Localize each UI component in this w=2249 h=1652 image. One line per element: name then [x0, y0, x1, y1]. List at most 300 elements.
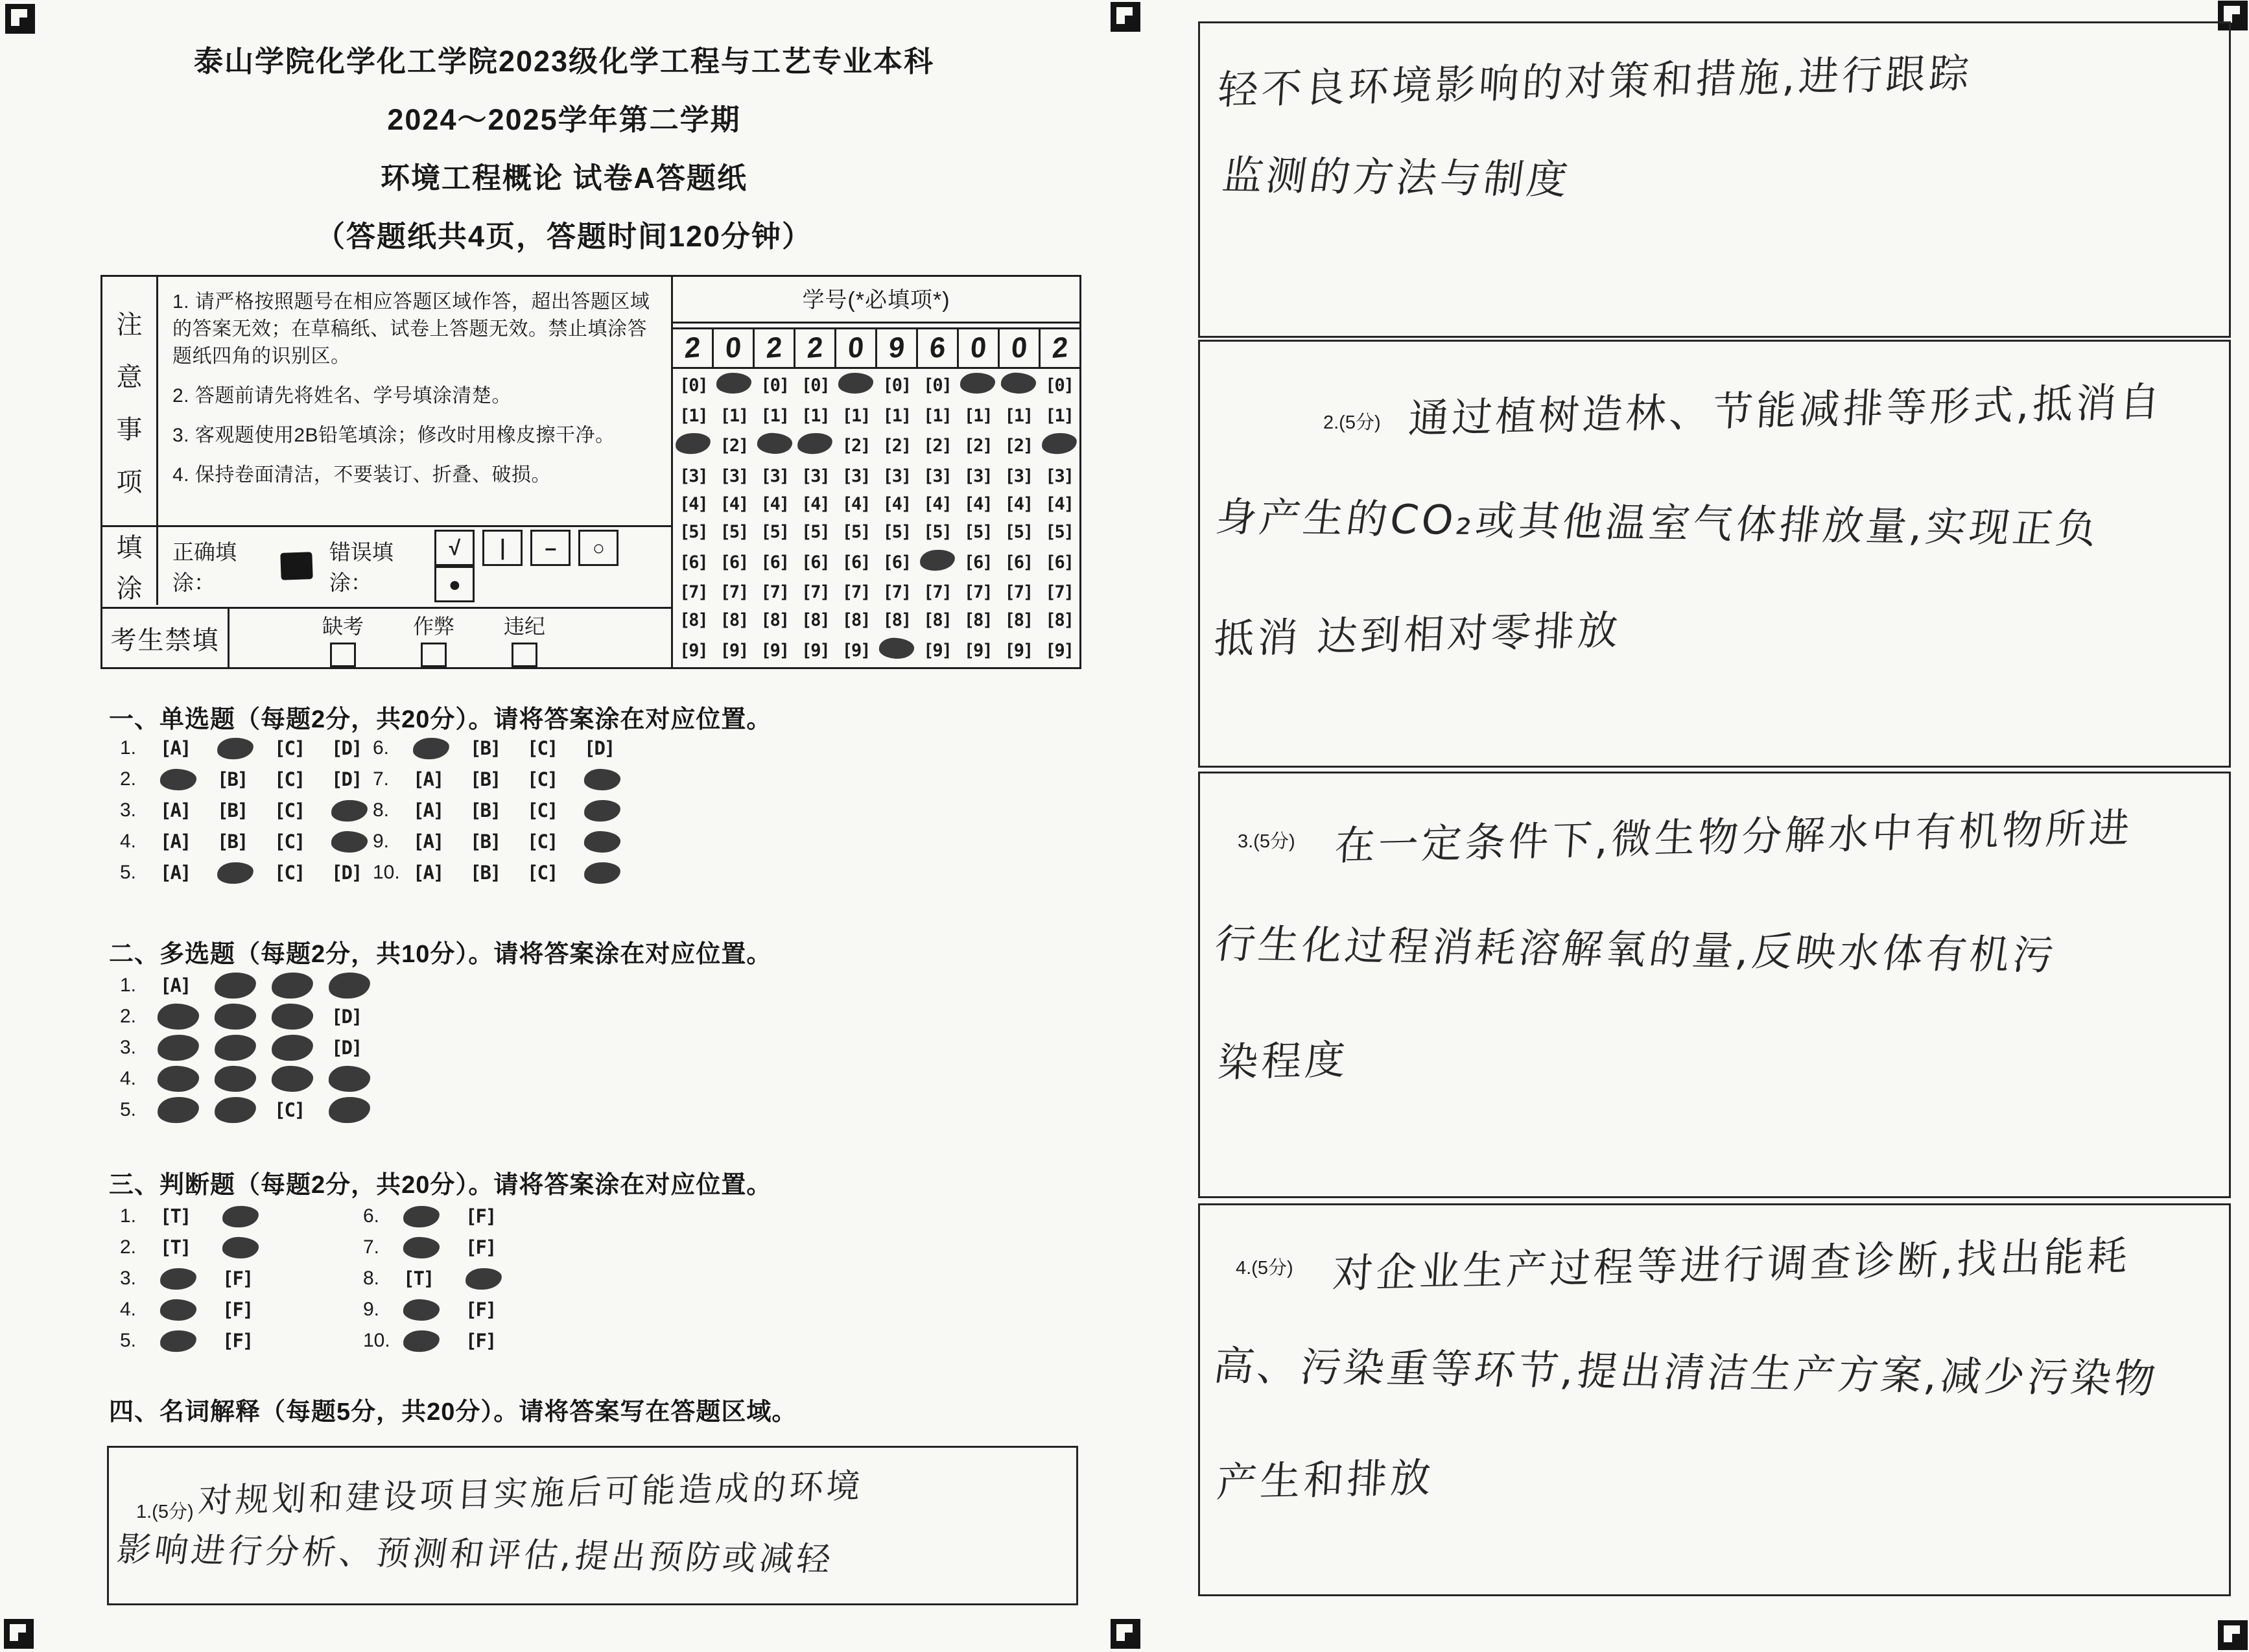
correct-fill-sample	[280, 552, 313, 580]
notice-item: 2. 答题前请先将姓名、学号填涂清楚。	[172, 385, 512, 407]
option-F[interactable]: [F]	[222, 1330, 253, 1352]
option-D[interactable]: [D]	[331, 1006, 362, 1028]
id-bubble-col1-4[interactable]: [4]	[679, 494, 707, 515]
id-bubble-col9-6[interactable]: [6]	[1004, 552, 1033, 572]
question-row	[120, 795, 388, 826]
id-bubble-col10-9[interactable]: [9]	[1045, 641, 1074, 661]
option-A[interactable]: [A]	[413, 862, 443, 884]
question-number: 1.	[120, 974, 137, 996]
wrong-fill-examples	[434, 530, 671, 603]
option-C[interactable]: [C]	[274, 831, 305, 853]
question-number: 10.	[373, 862, 400, 883]
id-bubble-col6-3[interactable]: [3]	[882, 466, 911, 487]
pencil-mark	[271, 1003, 313, 1030]
question-row	[120, 1201, 285, 1232]
option-A[interactable]: [A]	[160, 974, 191, 997]
handwritten-digit: 2	[1051, 331, 1069, 365]
option-T-filled[interactable]	[160, 1325, 222, 1356]
id-bubble-col9-2[interactable]: [2]	[1004, 436, 1033, 456]
pencil-mark	[222, 1205, 259, 1228]
question-number: 4.	[120, 1068, 137, 1089]
id-bubble-col8-9[interactable]: [9]	[963, 641, 992, 661]
option-C[interactable]: [C]	[527, 799, 558, 821]
id-bubble-col8-2[interactable]: [2]	[963, 436, 992, 456]
option-D[interactable]: [D]	[331, 1037, 362, 1059]
id-bubble-col6-6[interactable]: [6]	[882, 552, 911, 572]
id-bubble-col5-6[interactable]: [6]	[842, 552, 870, 572]
student-id-digit-cell[interactable]	[673, 329, 714, 367]
answer-box-1[interactable]	[107, 1446, 1078, 1605]
student-id-digit-cell[interactable]	[959, 329, 1000, 367]
id-bubble-col1-0[interactable]: [0]	[679, 375, 707, 395]
id-bubble-col6-1[interactable]: [1]	[882, 405, 911, 426]
id-bubble-col3-5[interactable]: [5]	[760, 521, 789, 542]
option-A-filled[interactable]	[160, 1001, 217, 1032]
answer-2-label: 2.(5分)	[1323, 412, 1381, 433]
info-table	[100, 275, 1081, 669]
option-B-filled[interactable]	[217, 1001, 274, 1032]
id-bubble-col8-0[interactable]	[960, 373, 995, 398]
pencil-mark	[271, 1033, 314, 1061]
handwritten-answer-2-line-1: 通过植树造林、节能减排等形式,抵消自	[1407, 377, 2165, 443]
id-bubble-col10-8[interactable]: [8]	[1045, 610, 1074, 631]
pencil-mark	[403, 1205, 440, 1228]
registration-marker	[1111, 1619, 1140, 1649]
id-bubble-col7-8[interactable]: [8]	[923, 610, 951, 631]
answer-box-4[interactable]	[1198, 1203, 2231, 1596]
option-C-filled[interactable]	[274, 1032, 331, 1063]
question-row	[120, 1325, 285, 1356]
pencil-mark	[331, 799, 368, 822]
pencil-mark	[222, 1236, 259, 1259]
option-B[interactable]: [B]	[217, 768, 248, 790]
forbidden-group	[398, 610, 469, 667]
id-bubble-col9-4[interactable]: [4]	[1004, 494, 1033, 515]
id-bubble-col2-0[interactable]	[716, 373, 751, 398]
school-title: 泰山学院化学化工学院2023级化学工程与工艺专业本科	[193, 45, 935, 78]
id-bubble-col3-0[interactable]: [0]	[760, 375, 789, 395]
pencil-mark	[271, 971, 314, 999]
option-T-filled[interactable]	[403, 1294, 465, 1325]
handwritten-answer-4-line-3: 产生和排放	[1215, 1454, 1436, 1506]
question-row	[120, 1263, 285, 1294]
pencil-mark	[1000, 372, 1037, 395]
id-bubble-col5-5[interactable]: [5]	[842, 521, 870, 542]
id-bubble-col2-6[interactable]: [6]	[720, 552, 748, 572]
student-id-digit-cell[interactable]	[877, 329, 918, 367]
option-B[interactable]: [B]	[470, 737, 500, 759]
option-C[interactable]: [C]	[527, 862, 558, 884]
id-bubble-col8-1[interactable]: [1]	[963, 405, 992, 426]
question-number: 3.	[120, 1268, 137, 1289]
question-row	[373, 764, 641, 795]
option-C[interactable]: [C]	[527, 831, 558, 853]
question-number: 8.	[373, 799, 390, 821]
judge-col-1	[120, 1201, 285, 1356]
pencil-mark	[328, 1096, 371, 1124]
option-D-filled[interactable]	[331, 1063, 388, 1094]
id-bubble-col7-7[interactable]: [7]	[923, 582, 951, 603]
handwritten-digit: 2	[683, 331, 701, 365]
id-bubble-col9-0[interactable]	[1001, 373, 1036, 398]
id-bubble-col10-0[interactable]: [0]	[1045, 375, 1074, 395]
option-A[interactable]: [A]	[413, 799, 443, 821]
option-B[interactable]: [B]	[470, 799, 500, 821]
question-number: 4.	[120, 831, 137, 852]
forbidden-item-label: 作弊	[412, 615, 454, 638]
option-F[interactable]: [F]	[465, 1205, 496, 1227]
id-bubble-col8-6[interactable]: [6]	[963, 552, 992, 572]
id-bubble-col7-3[interactable]: [3]	[923, 466, 951, 487]
id-bubble-col10-2[interactable]	[1042, 433, 1077, 458]
id-bubble-col9-1[interactable]: [1]	[1004, 405, 1033, 426]
section-single-title: 一、单选题（每题2分，共20分）。请将答案涂在对应位置。	[109, 706, 772, 733]
id-bubble-col7-2[interactable]: [2]	[923, 436, 951, 456]
id-bubble-col4-1[interactable]: [1]	[801, 405, 829, 426]
handwritten-digit: 6	[928, 331, 947, 365]
id-bubble-col8-3[interactable]: [3]	[963, 466, 992, 487]
pencil-mark	[583, 861, 621, 884]
option-B-filled[interactable]	[217, 857, 274, 888]
option-B-filled[interactable]	[217, 733, 274, 764]
id-bubble-col1-8[interactable]: [8]	[679, 610, 707, 631]
student-id-digit-cell[interactable]	[795, 329, 836, 367]
question-row	[363, 1201, 528, 1232]
id-bubble-col4-7[interactable]: [7]	[801, 582, 829, 603]
question-number: 2.	[120, 1006, 137, 1027]
forbidden-group	[489, 610, 560, 667]
option-B[interactable]: [B]	[217, 799, 248, 821]
id-bubble-col8-5[interactable]: [5]	[963, 521, 992, 542]
question-number: 4.	[120, 1299, 137, 1320]
option-C[interactable]: [C]	[274, 768, 305, 790]
id-bubble-col9-3[interactable]: [3]	[1004, 466, 1033, 487]
id-bubble-col7-0[interactable]: [0]	[923, 375, 951, 395]
student-id-digit-cell[interactable]	[918, 329, 959, 367]
id-bubble-col1-1[interactable]: [1]	[679, 405, 707, 426]
id-bubble-col7-6[interactable]	[920, 550, 955, 575]
handwritten-answer-1-line-1: 对规划和建设项目实施后可能造成的环境	[196, 1467, 865, 1521]
id-bubble-col5-9[interactable]: [9]	[842, 641, 870, 661]
option-F[interactable]: [F]	[465, 1330, 496, 1352]
handwritten-digit: 0	[724, 331, 742, 365]
id-bubble-col5-2[interactable]: [2]	[842, 436, 870, 456]
handwritten-digit: 0	[969, 331, 987, 365]
question-number: 8.	[363, 1268, 380, 1289]
option-C[interactable]: [C]	[274, 862, 305, 884]
pencil-mark	[403, 1329, 440, 1352]
section-judge-title: 三、判断题（每题2分，共20分）。请将答案涂在对应位置。	[109, 1172, 772, 1199]
wrong-fill-example-box: √	[434, 530, 475, 566]
option-A[interactable]: [A]	[413, 831, 443, 853]
student-id-digit-cell[interactable]	[836, 329, 877, 367]
registration-marker	[5, 4, 35, 34]
id-bubble-col1-6[interactable]: [6]	[679, 552, 707, 572]
option-B-filled[interactable]	[217, 1094, 274, 1126]
option-F-filled[interactable]	[465, 1263, 528, 1294]
option-C-filled[interactable]	[274, 970, 331, 1001]
question-row	[373, 826, 641, 857]
id-bubble-col2-4[interactable]: [4]	[720, 494, 748, 515]
id-bubble-col4-0[interactable]: [0]	[801, 375, 829, 395]
id-bubble-col8-4[interactable]: [4]	[963, 494, 992, 515]
id-bubble-col10-4[interactable]: [4]	[1045, 494, 1074, 515]
student-id-digit-cell[interactable]	[755, 329, 795, 367]
id-bubble-col9-5[interactable]: [5]	[1004, 521, 1033, 542]
option-A-filled[interactable]	[160, 764, 217, 795]
id-bubble-col1-2[interactable]	[676, 433, 711, 458]
single-choice-col-2	[373, 733, 641, 888]
id-bubble-col2-2[interactable]: [2]	[720, 436, 748, 456]
handwritten-answer-4-line-1: 对企业生产过程等进行调查诊断,找出能耗	[1331, 1231, 2132, 1298]
pencil-mark	[1041, 432, 1077, 456]
id-bubble-col3-3[interactable]: [3]	[760, 466, 789, 487]
question-row	[363, 1263, 528, 1294]
pencil-mark	[403, 1236, 440, 1259]
pencil-mark	[960, 373, 995, 394]
option-D[interactable]: [D]	[331, 768, 362, 790]
id-bubble-col3-1[interactable]: [1]	[760, 405, 789, 426]
option-T[interactable]: [T]	[403, 1268, 434, 1290]
option-F[interactable]: [F]	[465, 1236, 496, 1258]
id-bubble-col6-0[interactable]: [0]	[882, 375, 911, 395]
single-choice-col-1	[120, 733, 388, 888]
pencil-mark	[157, 1065, 199, 1092]
question-number: 1.	[120, 737, 137, 759]
pencil-mark	[159, 1329, 197, 1352]
id-bubble-col10-1[interactable]: [1]	[1045, 405, 1074, 426]
id-bubble-col1-3[interactable]: [3]	[679, 466, 707, 487]
student-id-digit-cell[interactable]	[1000, 329, 1041, 367]
section-essay-title: 四、名词解释（每题5分，共20分）。请将答案写在答题区域。	[109, 1398, 797, 1426]
student-id-digit-row[interactable]	[673, 327, 1079, 369]
question-number: 5.	[120, 862, 137, 883]
answer-box-1-continued[interactable]	[1198, 21, 2231, 338]
option-C[interactable]: [C]	[274, 799, 305, 821]
id-bubble-col4-9[interactable]: [9]	[801, 641, 829, 661]
id-bubble-col1-9[interactable]: [9]	[679, 641, 707, 661]
student-id-bubble-grid[interactable]	[673, 369, 1079, 667]
forbidden-row-label: 考生禁填	[102, 609, 230, 667]
id-bubble-col2-5[interactable]: [5]	[720, 521, 748, 542]
id-bubble-col7-9[interactable]: [9]	[923, 641, 951, 661]
pencil-mark	[217, 737, 254, 760]
option-A[interactable]: [A]	[160, 799, 191, 821]
option-C[interactable]: [C]	[274, 737, 305, 759]
option-A[interactable]: [A]	[413, 768, 443, 790]
pencil-mark	[403, 1299, 440, 1321]
option-C[interactable]: [C]	[527, 737, 558, 759]
answer-1-label: 1.(5分)	[136, 1502, 194, 1522]
id-bubble-col2-7[interactable]: [7]	[720, 582, 748, 603]
option-D[interactable]: [D]	[331, 737, 362, 759]
question-number: 7.	[373, 768, 390, 790]
option-B[interactable]: [B]	[217, 831, 248, 853]
option-T-filled[interactable]	[403, 1232, 465, 1263]
option-C[interactable]: [C]	[527, 768, 558, 790]
option-F[interactable]: [F]	[222, 1299, 253, 1321]
option-A-filled[interactable]	[160, 1094, 217, 1126]
id-bubble-col9-8[interactable]: [8]	[1004, 610, 1033, 631]
id-bubble-col5-8[interactable]: [8]	[842, 610, 870, 631]
id-bubble-col6-2[interactable]: [2]	[882, 436, 911, 456]
question-row	[120, 1063, 388, 1094]
pencil-mark	[675, 432, 711, 456]
pencil-mark	[271, 1065, 313, 1092]
id-bubble-col7-1[interactable]: [1]	[923, 405, 951, 426]
option-A-filled[interactable]	[413, 733, 470, 764]
option-D-filled[interactable]	[584, 826, 641, 857]
option-F-filled[interactable]	[222, 1232, 285, 1263]
id-bubble-col5-4[interactable]: [4]	[842, 494, 870, 515]
pencil-mark	[583, 831, 620, 853]
id-bubble-col2-8[interactable]: [8]	[720, 610, 748, 631]
pencil-mark	[214, 1033, 257, 1061]
id-bubble-col5-0[interactable]	[838, 373, 873, 398]
pencil-mark	[465, 1267, 502, 1290]
option-A-filled[interactable]	[160, 1063, 217, 1094]
id-bubble-col2-1[interactable]: [1]	[720, 405, 748, 426]
id-bubble-col9-9[interactable]: [9]	[1004, 641, 1033, 661]
handwritten-answer-1c-line-1: 轻不良环境影响的对策和措施,进行跟踪	[1216, 49, 1974, 114]
multiple-choice-col	[120, 970, 388, 1126]
id-bubble-col6-5[interactable]: [5]	[882, 521, 911, 542]
answer-3-label: 3.(5分)	[1238, 831, 1295, 852]
student-id-digit-cell[interactable]	[714, 329, 755, 367]
option-B[interactable]: [B]	[470, 862, 500, 884]
id-bubble-col8-8[interactable]: [8]	[963, 610, 992, 631]
id-bubble-col10-3[interactable]: [3]	[1045, 466, 1074, 487]
id-bubble-col3-6[interactable]: [6]	[760, 552, 789, 572]
forbidden-checkbox[interactable]	[421, 643, 447, 667]
wrong-fill-label: 错误填涂：	[329, 540, 394, 595]
question-number: 2.	[120, 768, 137, 790]
answer-box-2[interactable]	[1198, 340, 2231, 768]
id-bubble-col5-7[interactable]: [7]	[842, 582, 870, 603]
id-bubble-col4-5[interactable]: [5]	[801, 521, 829, 542]
option-D-filled[interactable]	[331, 1094, 388, 1126]
option-C-filled[interactable]	[274, 1001, 331, 1032]
id-bubble-col3-4[interactable]: [4]	[760, 494, 789, 515]
option-B[interactable]: [B]	[470, 831, 500, 853]
forbidden-item-label: 违纪	[503, 615, 545, 638]
id-bubble-col5-1[interactable]: [1]	[842, 405, 870, 426]
question-row	[363, 1232, 528, 1263]
exam-header	[45, 32, 1083, 266]
id-bubble-col4-2[interactable]	[797, 433, 832, 458]
option-T-filled[interactable]	[160, 1294, 222, 1325]
id-bubble-col7-4[interactable]: [4]	[923, 494, 951, 515]
id-bubble-col3-7[interactable]: [7]	[760, 582, 789, 603]
id-bubble-col9-7[interactable]: [7]	[1004, 582, 1033, 603]
pencil-mark	[838, 373, 873, 394]
option-A[interactable]: [A]	[160, 831, 191, 853]
forbidden-group	[307, 610, 379, 667]
handwritten-answer-3-line-2: 行生化过程消耗溶解氧的量,反映水体有机污	[1212, 919, 2060, 979]
pencil-mark	[159, 1299, 196, 1321]
answer-box-3[interactable]	[1198, 772, 2231, 1198]
handwritten-answer-1c-line-2: 监测的方法与制度	[1219, 151, 1574, 204]
option-B-filled[interactable]	[217, 1032, 274, 1063]
option-A-filled[interactable]	[160, 1032, 217, 1063]
option-D[interactable]: [D]	[331, 862, 362, 884]
correct-fill-label: 正确填涂：	[172, 540, 237, 595]
question-row	[120, 1232, 285, 1263]
option-B[interactable]: [B]	[470, 768, 500, 790]
student-id-title: 学号(*必填项*)	[673, 277, 1079, 324]
id-bubble-col6-8[interactable]: [8]	[882, 610, 911, 631]
option-T[interactable]: [T]	[160, 1236, 191, 1258]
notice-item: 1. 请严格按照题号在相应答题区域作答，超出答题区域的答案无效；在草稿纸、试卷上答题无效。禁止填涂答题纸四角的识别区。	[172, 291, 650, 367]
id-bubble-col8-7[interactable]: [7]	[963, 582, 992, 603]
option-D[interactable]: [D]	[584, 737, 615, 759]
option-D-filled[interactable]	[584, 764, 641, 795]
option-F[interactable]: [F]	[465, 1299, 496, 1321]
forbidden-checkbox[interactable]	[512, 643, 537, 667]
id-bubble-col10-6[interactable]: [6]	[1045, 552, 1074, 572]
handwritten-digit: 2	[765, 331, 783, 365]
id-bubble-col1-5[interactable]: [5]	[679, 521, 707, 542]
option-A[interactable]: [A]	[160, 862, 191, 884]
notice-items	[158, 277, 671, 527]
option-T-filled[interactable]	[160, 1263, 222, 1294]
pencil-mark	[797, 432, 833, 456]
id-bubble-col10-7[interactable]: [7]	[1045, 582, 1074, 603]
id-bubble-col2-3[interactable]: [3]	[720, 466, 748, 487]
question-number: 5.	[120, 1099, 137, 1120]
pencil-mark	[757, 432, 793, 456]
id-bubble-col6-7[interactable]: [7]	[882, 582, 911, 603]
option-D-filled[interactable]	[584, 795, 641, 826]
id-bubble-col3-2[interactable]	[757, 433, 792, 458]
pencil-mark	[583, 799, 621, 822]
id-bubble-col2-9[interactable]: [9]	[720, 641, 748, 661]
option-T-filled[interactable]	[403, 1325, 465, 1356]
id-bubble-col1-7[interactable]: [7]	[679, 582, 707, 603]
option-C[interactable]: [C]	[274, 1099, 305, 1121]
option-B-filled[interactable]	[217, 1063, 274, 1094]
forbidden-checkbox[interactable]	[330, 643, 356, 667]
pencil-mark	[157, 1033, 200, 1061]
id-bubble-col3-9[interactable]: [9]	[760, 641, 789, 661]
option-D-filled[interactable]	[584, 857, 641, 888]
id-bubble-col4-3[interactable]: [3]	[801, 466, 829, 487]
question-row	[363, 1294, 528, 1325]
option-A[interactable]: [A]	[160, 737, 191, 759]
id-bubble-col3-8[interactable]: [8]	[760, 610, 789, 631]
question-number: 9.	[373, 831, 390, 852]
id-bubble-col6-4[interactable]: [4]	[882, 494, 911, 515]
option-T-filled[interactable]	[403, 1201, 465, 1232]
id-bubble-col6-9[interactable]	[879, 638, 914, 663]
id-bubble-col10-5[interactable]: [5]	[1045, 521, 1074, 542]
option-D-filled[interactable]	[331, 970, 388, 1001]
id-bubble-col4-4[interactable]: [4]	[801, 494, 829, 515]
id-bubble-col7-5[interactable]: [5]	[923, 521, 951, 542]
id-bubble-col4-6[interactable]: [6]	[801, 552, 829, 572]
option-B-filled[interactable]	[217, 970, 274, 1001]
answer-4-label: 4.(5分)	[1236, 1258, 1293, 1279]
option-F[interactable]: [F]	[222, 1268, 253, 1290]
id-bubble-col4-8[interactable]: [8]	[801, 610, 829, 631]
option-T[interactable]: [T]	[160, 1205, 191, 1227]
question-row	[120, 1294, 285, 1325]
option-C-filled[interactable]	[274, 1063, 331, 1094]
question-row	[373, 857, 641, 888]
student-id-digit-cell[interactable]	[1041, 329, 1079, 367]
id-bubble-col5-3[interactable]: [3]	[842, 466, 870, 487]
option-F-filled[interactable]	[222, 1201, 285, 1232]
